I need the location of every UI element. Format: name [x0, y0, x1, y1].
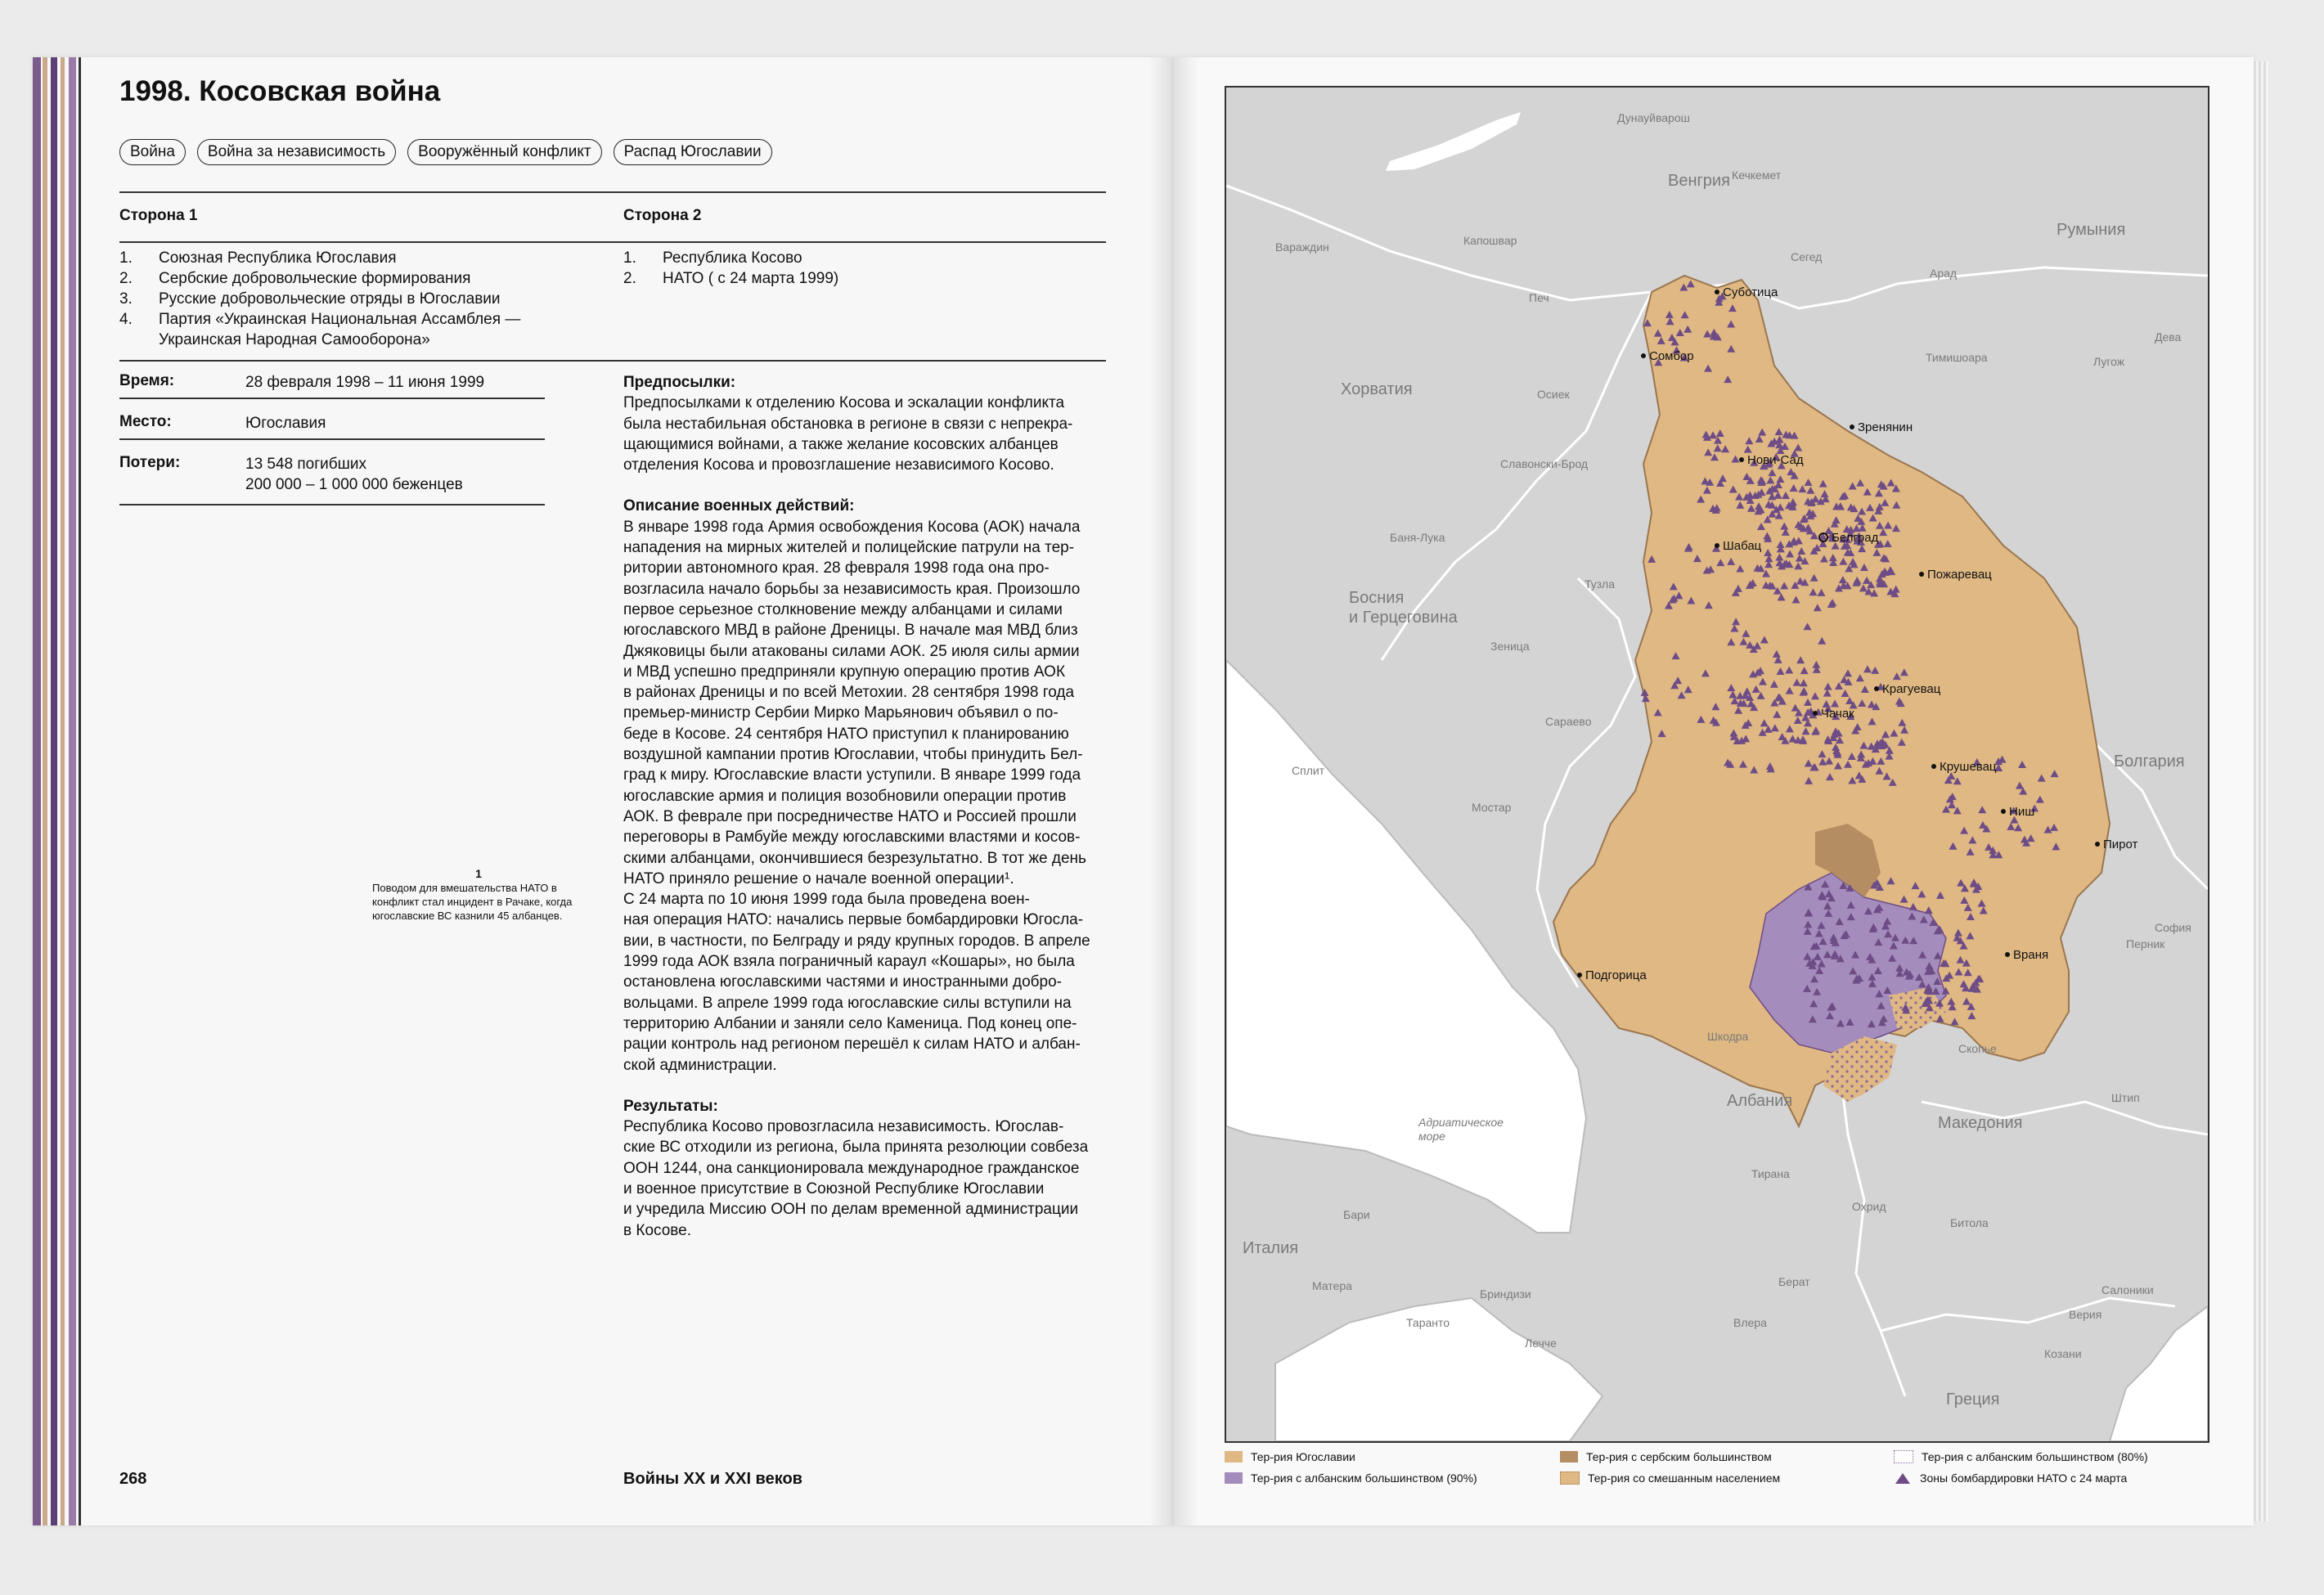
svg-text:Капошвар: Капошвар — [1463, 234, 1517, 247]
divider — [119, 438, 545, 440]
svg-text:Штип: Штип — [2111, 1091, 2140, 1104]
city-label: Крушевац — [1940, 760, 1997, 774]
page-number: 268 — [119, 1470, 147, 1488]
city-label: Ниш — [2009, 805, 2035, 819]
svg-text:Матера: Матера — [1312, 1279, 1352, 1292]
losses-label: Потери: — [119, 454, 181, 471]
footnote-text: Поводом для вмешательства НАТО в конфликт стал инцидент в Рачаке, когда югославские ВС казнили 45 албанцев. — [372, 882, 573, 922]
book-spine — [1149, 57, 1198, 1525]
list-item: 3. Русские добровольческие отряды в Югославии — [119, 290, 501, 308]
tag[interactable]: Война за независимость — [197, 139, 396, 165]
prerequisites-heading: Предпосылки: — [623, 374, 736, 391]
page-title: 1998. Косовская война — [119, 75, 441, 107]
divider — [119, 241, 1106, 243]
city-label: Чачак — [1821, 707, 1854, 721]
svg-text:Лечче: Лечче — [1525, 1337, 1557, 1350]
city-label: Зренянин — [1858, 420, 1913, 434]
sea-label: Адриатическое море — [1418, 1116, 1504, 1143]
tag-list — [119, 139, 772, 165]
triangle-icon — [1894, 1471, 1912, 1485]
results-text: Республика Косово провозгласила независимость. Югослав- ские ВС отходили из региона, была принята резолюции совбеза ООН 1244, она санкционировала международное гражданское и военное присутствие в Союзной Республике Югославии и учредила Миссию ООН по делам временной администрации в Косове. — [623, 1118, 1089, 1239]
svg-text:Дева: Дева — [2155, 330, 2182, 344]
city-label: Нови-Сад — [1747, 453, 1804, 467]
map-svg — [1226, 88, 2208, 1441]
legend-albanian — [1225, 1471, 1477, 1485]
place-label: Место: — [119, 413, 172, 430]
country-label: Босния и Герцеговина — [1349, 589, 1458, 627]
svg-text:Салоники: Салоники — [2101, 1283, 2154, 1296]
svg-text:Тузла: Тузла — [1585, 577, 1615, 591]
map — [1225, 86, 2209, 1443]
city-label: Шабац — [1723, 539, 1762, 553]
divider — [119, 398, 545, 399]
legend-label: Тер-рия с албанским большинством (90%) — [1251, 1471, 1477, 1485]
city-label: Пирот — [2103, 838, 2138, 851]
footnote-number: 1 — [475, 867, 482, 880]
svg-text:Славонски-Брод: Славонски-Брод — [1500, 457, 1589, 470]
list-item: Украинская Народная Самооборона» — [159, 331, 430, 348]
legend-bombing — [1894, 1471, 2127, 1485]
svg-text:Арад: Арад — [1930, 267, 1958, 280]
list-item: 2. НАТО ( с 24 марта 1999) — [623, 270, 839, 287]
legend-label: Тер-рия Югославии — [1251, 1450, 1355, 1463]
legend-swatch — [1225, 1451, 1243, 1462]
legend-swatch — [1560, 1471, 1580, 1485]
svg-text:Козани: Козани — [2044, 1347, 2082, 1360]
country-label: Хорватия — [1341, 380, 1413, 398]
country-label: Румыния — [2057, 221, 2126, 239]
city-label: Враня — [2013, 948, 2049, 962]
svg-text:Верия: Верия — [2069, 1308, 2102, 1321]
svg-text:Перник: Перник — [2126, 937, 2165, 950]
svg-text:Тирана: Тирана — [1751, 1167, 1790, 1180]
svg-text:Берат: Берат — [1778, 1275, 1810, 1288]
city-label: Пожаревац — [1927, 568, 1992, 582]
city-label: Сомбор — [1649, 349, 1694, 363]
legend-label: Тер-рия с сербским большинством — [1586, 1450, 1772, 1463]
divider — [119, 504, 545, 505]
svg-text:Бриндизи: Бриндизи — [1480, 1287, 1531, 1301]
svg-text:Тимишоара: Тимишоара — [1926, 351, 1988, 364]
svg-text:Зеница: Зеница — [1490, 640, 1530, 653]
country-label: Венгрия — [1668, 172, 1730, 190]
side1-list — [119, 248, 520, 350]
side1-heading: Сторона 1 — [119, 207, 198, 224]
legend-label: Тер-рия со смешанным населением — [1588, 1471, 1781, 1485]
legend-yugoslavia — [1225, 1450, 1355, 1463]
legend-label: Зоны бомбардировки НАТО с 24 марта — [1920, 1471, 2128, 1485]
svg-text:Лугож: Лугож — [2093, 355, 2125, 368]
svg-text:Бари: Бари — [1343, 1208, 1370, 1221]
svg-text:Дунауйварош: Дунауйварош — [1617, 111, 1690, 124]
svg-text:Мостар: Мостар — [1472, 801, 1512, 814]
tag[interactable]: Вооружённый конфликт — [407, 139, 601, 165]
legend-mixed — [1560, 1471, 1780, 1485]
actions-text: В январе 1998 года Армия освобождения Косова (АОК) начала нападения на мирных жителей и полицейские патрули на тер- ритории автономного края. 28 февраля 1998 года она про- возгласила начало борьбы за независимость края. Произошло первое серьезное столкновение между албанцами и силами югославского МВД в районе Дреницы. В начале мая МВД близ Джяковицы были атакованы силами АОК. 25 июля силы армии и МВД успешно предприняли крупную операцию против АОК в районах Дреницы и по всей Метохии. 28 сентября 1998 года премьер-министр Сербии Мирко Марьянович объявил о по- беде в Косове. 24 сентября НАТО приступил к планированию воздушной кампании против Югославии, чтобы принудить Бел- град к миру. Югославские власти уступили. В январе 1999 года югославские армия и полиция возобновили операции против АОК. В феврале при посредничестве НАТО и Россией прошли переговоры в Рамбуйе между югославскими властями и косов- скими албанцами, окончившиеся безрезультатно. В тот же день НАТО приняло решение о начале военной операции¹. С 24 марта по 10 июня 1999 года была проведена воен- ная операция НАТО: начались первые бомбардировки Югосла- вии, в частности, по Белграду и ряду крупных городов. В апреле 1999 года АОК взяла пограничный караул «Кошары», но была остановлена югославскими частями и иностранными добро- вольцами. В апреле 1999 года югославские силы вступили на территорию Албании и заняли село Каменица. Под конец опе- рации контроль над регионом перешёл к силам НАТО и албан- ской администрации. — [623, 518, 1090, 1074]
side2-heading: Сторона 2 — [623, 207, 702, 224]
legend-albanian80 — [1894, 1450, 2148, 1463]
svg-text:Охрид: Охрид — [1852, 1200, 1886, 1213]
place-value: Югославия — [245, 415, 326, 432]
list-item: 2. Сербские добровольческие формирования — [119, 270, 471, 287]
legend-swatch — [1225, 1472, 1243, 1484]
svg-text:Сараево: Сараево — [1545, 715, 1592, 728]
divider — [119, 360, 1106, 362]
svg-text:Сплит: Сплит — [1292, 764, 1325, 777]
list-item: 1. Союзная Республика Югославия — [119, 249, 397, 267]
results-heading: Результаты: — [623, 1097, 718, 1115]
time-value: 28 февраля 1998 – 11 июня 1999 — [245, 374, 485, 391]
city-label: Крагуевац — [1882, 682, 1941, 696]
svg-text:Печ: Печ — [1529, 291, 1549, 304]
divider — [119, 191, 1106, 193]
country-label: Македония — [1938, 1114, 2023, 1132]
tag[interactable]: Война — [119, 139, 186, 165]
time-label: Время: — [119, 372, 175, 389]
city-label: Суботица — [1723, 285, 1778, 299]
country-label: Италия — [1243, 1239, 1299, 1257]
svg-text:София: София — [2155, 921, 2191, 934]
svg-text:Сегед: Сегед — [1791, 250, 1823, 263]
prerequisites-text: Предпосылками к отделению Косова и эскалации конфликта была нестабильная обстановка в регионе в связи с непрекра- щающимися войнами, а также желание косовских албанцев отделения Косова и провозглашение независимого Косово. — [623, 394, 1073, 474]
list-item: 4. Партия «Украинская Национальная Ассамблея — — [119, 311, 521, 328]
losses-value: 13 548 погибших 200 000 – 1 000 000 беженцев — [245, 456, 463, 493]
footnote — [372, 867, 585, 923]
country-label: Болгария — [2114, 753, 2185, 771]
svg-text:Кечкемет: Кечкемет — [1732, 168, 1782, 182]
tag[interactable]: Распад Югославии — [614, 139, 772, 165]
legend-swatch — [1894, 1450, 1913, 1463]
legend-swatch — [1560, 1451, 1578, 1462]
actions-heading: Описание военных действий: — [623, 497, 855, 515]
svg-text:Скопье: Скопье — [1958, 1042, 1997, 1055]
city-label: Белград — [1832, 531, 1879, 545]
svg-text:Баня-Лука: Баня-Лука — [1390, 531, 1445, 544]
country-label: Греция — [1946, 1391, 2000, 1409]
svg-text:Таранто: Таранто — [1406, 1316, 1450, 1329]
city-label: Подгорица — [1585, 968, 1647, 982]
side2-list — [623, 248, 838, 289]
legend-serbian — [1560, 1450, 1772, 1463]
page-edge-stripes — [33, 57, 86, 1525]
svg-text:Влера: Влера — [1733, 1316, 1767, 1329]
country-label: Албания — [1727, 1092, 1793, 1110]
svg-text:Шкодра: Шкодра — [1707, 1030, 1749, 1043]
main-text — [623, 372, 1114, 1261]
legend-label: Тер-рия с албанским большинством (80%) — [1922, 1450, 2148, 1463]
svg-text:Битола: Битола — [1950, 1216, 1989, 1229]
list-item: 1. Республика Косово — [623, 249, 802, 267]
book-title: Войны XX и XXI веков — [623, 1470, 802, 1488]
svg-text:Осиек: Осиек — [1537, 388, 1570, 401]
right-page-edge — [2254, 61, 2268, 1521]
svg-text:Вараждин: Вараждин — [1275, 240, 1329, 254]
